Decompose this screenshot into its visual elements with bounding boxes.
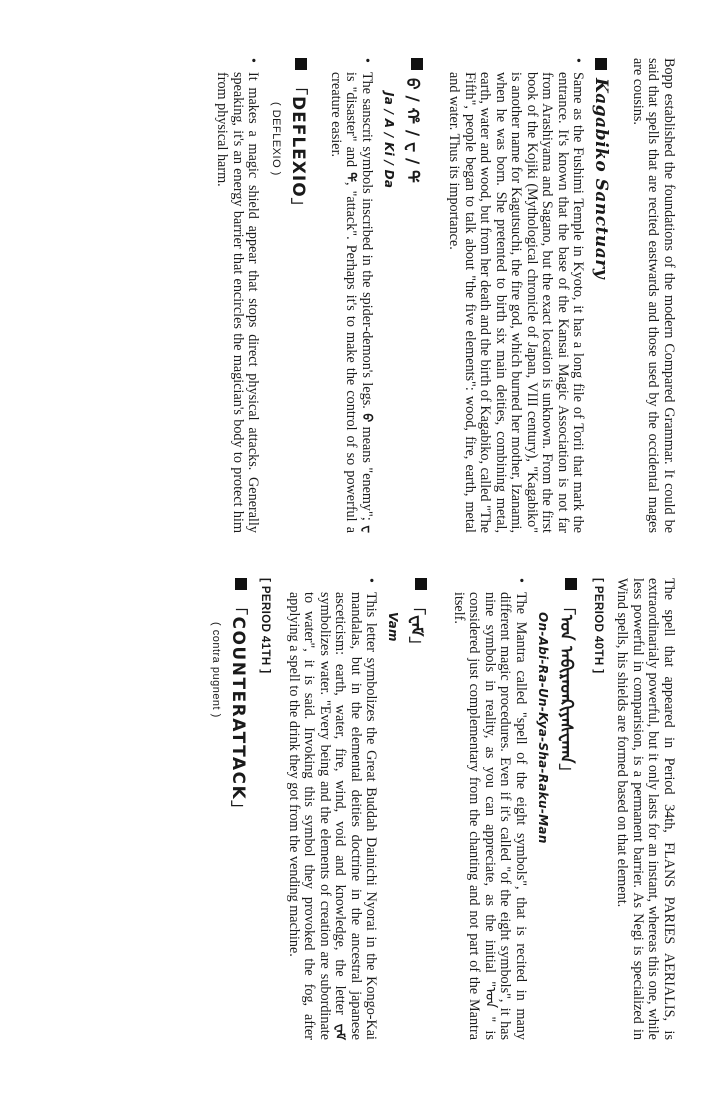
kagabiko-title: Kagabiko Sanctuary	[591, 78, 612, 280]
deflexio-text: It makes a magic shield appear that stops direct physical attacks. Generally speaking, it's an energy barrier that encircles the magician's body to protect him from physical harm.	[214, 72, 262, 533]
period-41-label: [ PERIOD 41TH ]	[259, 578, 272, 674]
sanskrit-text-part-d: , "attack". Perhaps it's to make the control of so powerful a creature easier.	[328, 72, 360, 533]
kagabiko-text: Same as the Fushimi Temple in Kyoto, it has a long file of Torii that mark the entrance. It's known that the base of the Kansai Magic Association is not far from Arashiyama and Sagano, but the exact location is unknown. From the first book of the Kojiki (Mythological chronicle of Japan, VIII century), "Kagabiko" is another name for Kagutsuchi, the fire god, which burned her mother, Izanami, when he was born. She pretented to birth six main deities, combining metal, earth, water and wood, but from her death and the birth of Kagabiko, called "The Fifth", people began to talk about "the five elements": wood, fire, earth, metal and water. Thus its importance.	[446, 72, 587, 533]
sanskrit-text-part-b: means "enemy";	[359, 426, 375, 521]
intro-paragraph-left: Bopp established the foundations of the modern Compared Grammar. It could be said that spells that are recited eastwards and those used by the occidental mages are cousins.	[630, 58, 677, 533]
heading-square-icon	[416, 578, 428, 590]
vam-glyph: ᠸᠠᠮ	[332, 1023, 348, 1040]
heading-square-icon	[411, 58, 423, 70]
sanskrit-glyph-da: ᡩ	[343, 172, 359, 182]
sanskrit-glyph-ja: ᠪ	[359, 413, 374, 423]
bullet-dot-icon: •	[513, 578, 528, 583]
heading-square-icon	[596, 58, 608, 70]
sanskrit-text-part-c: is "disaster" and	[343, 72, 360, 168]
vam-title: 「ᠸᠠᠮ」	[406, 598, 427, 654]
sanskrit-bullet	[328, 58, 375, 533]
heading-square-icon	[565, 578, 577, 590]
mantra-heading	[556, 578, 586, 1040]
deflexio-bullet	[214, 58, 261, 533]
deflexio-heading	[289, 58, 314, 533]
vam-text-part-b: symbolizes water. "Every being and the elements of creation are subordinate to water", it is said. Invoking this symbol they provoked the fog, after applying a spell to the drink they got from the vending machine.	[286, 592, 333, 1040]
period-40-label: [ PERIOD 40TH ]	[592, 578, 604, 674]
sanskrit-glyph-ki: ᠸ	[359, 525, 374, 534]
bullet-dot-icon: •	[359, 58, 374, 63]
sanskrit-text	[328, 72, 375, 533]
mantra-bullet	[451, 578, 529, 1040]
vam-heading	[407, 578, 437, 1040]
intro-paragraph-right: The spell that appeared in Period 34th, FLANS PARIES AERIALIS, is extraordinarialy powerful, but it only lasts for an instant, whereas this one, while less powerful in comparision, is a permanent barrier. As Negi is specialized in Wind spells, his shields are formed based on that element.	[614, 578, 677, 1040]
counterattack-heading	[229, 578, 254, 1040]
notes-column-right	[201, 578, 677, 1040]
kagabiko-bullet	[446, 58, 586, 533]
bullet-dot-icon: •	[245, 58, 261, 63]
kagabiko-heading	[592, 58, 612, 533]
vam-text-part-a: This letter symbolizes the Great Buddah Dainichi Nyorai in the Kongo-Kai mandalas, but in the elemental deities doctrine in the ancestral japanese asceticism: earth, water, fire, wind, void and knowledge, the letter	[332, 592, 380, 1040]
sanskrit-heading	[402, 58, 432, 533]
vam-transliteration: Vam	[386, 612, 401, 642]
bullet-dot-icon: •	[363, 578, 379, 583]
heading-square-icon	[295, 58, 307, 70]
sanskrit-symbols: ᠪ / ᡥ / ᠸ / ᡩ	[402, 78, 422, 183]
heading-square-icon	[235, 578, 247, 590]
deflexio-subtitle: ( DEFLEXIO )	[270, 102, 283, 176]
mantra-text: The Mantra called "spell of the eight symbols", that is recited in many different magic procedures. Even if it's called "of the eight symbols", it has nine symbols in reality, as you can appreciate, as the initial "ᠣᠨ " is considered just complementary from the chanting and not part of the Mantra itself.	[451, 592, 529, 1040]
mantra-transliteration: On-Abi-Ra-Un-Kya-Sha-Raku-Man	[536, 612, 550, 844]
deflexio-title: 「DEFLEXIO」	[288, 78, 309, 216]
sanskrit-text-part-a: The sanscrit symbols inscribed in the spider-demon's legs.	[359, 72, 375, 409]
sanskrit-transliteration: Ja / A / Ki / Da	[382, 92, 396, 189]
notes-column-left	[200, 58, 676, 533]
mantra-title: 「ᠣᠨ ᠠᠪᠢᠷᠠᠣᠨᠺᠢᠶᠠᠰᠸᠠᠬᠠ」	[556, 598, 576, 781]
counterattack-subtitle: ( contra pugnent )	[210, 622, 223, 718]
counterattack-title: 「COUNTERATTACK」	[228, 598, 249, 819]
bullet-dot-icon: •	[570, 58, 586, 63]
vam-text	[286, 592, 379, 1040]
vam-bullet	[286, 578, 379, 1040]
